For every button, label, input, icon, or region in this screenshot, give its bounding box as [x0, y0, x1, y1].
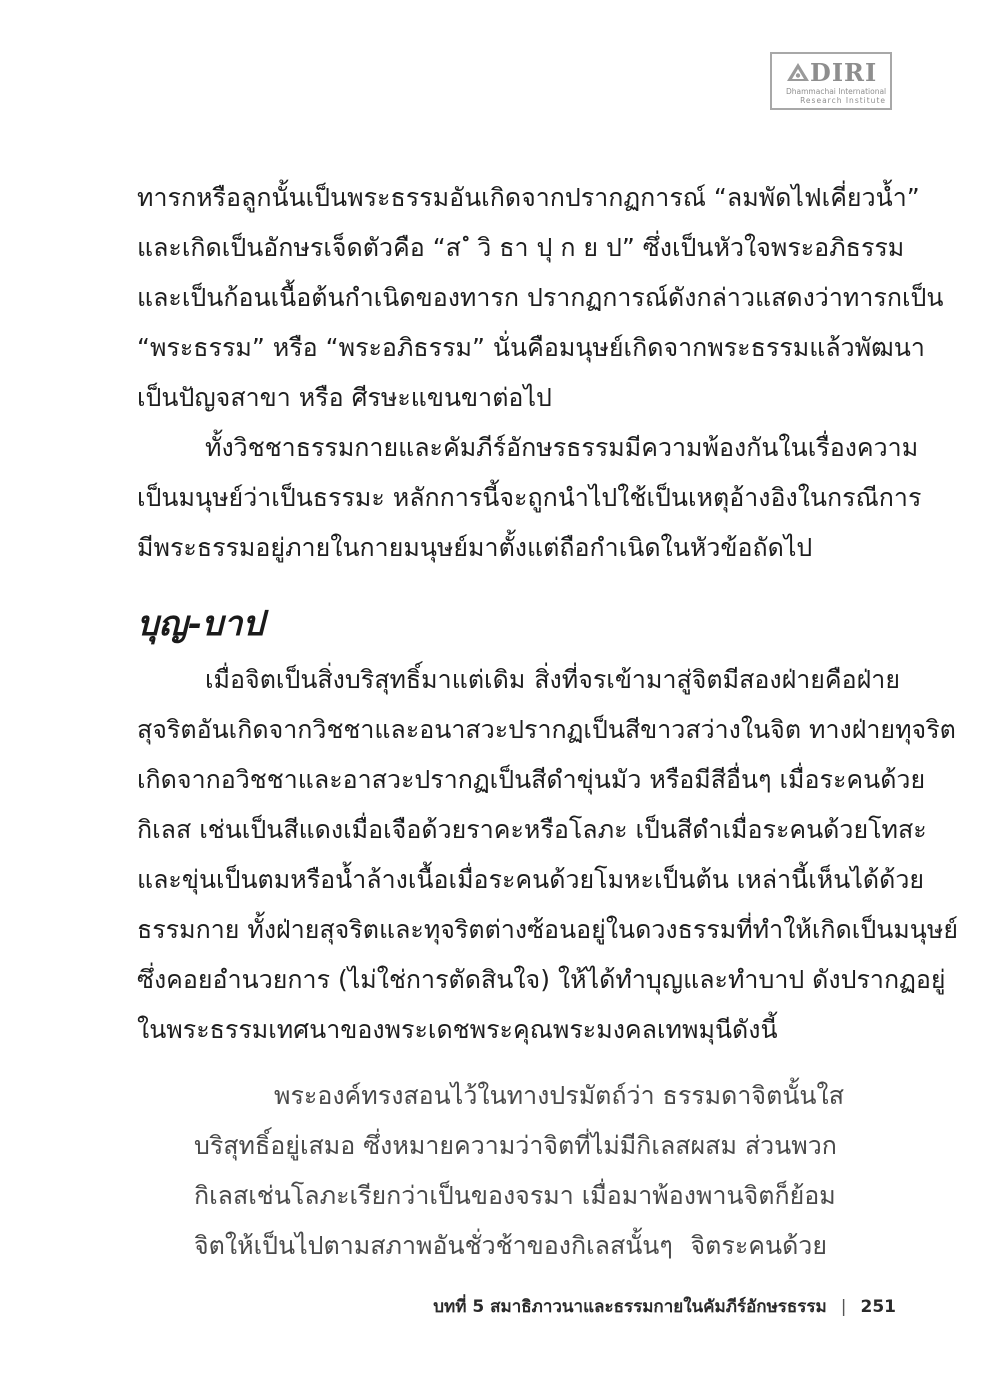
text-line: ซึ่งคอยอำนวยการ (ไม่ใช่การตัดสินใจ) ให้ได้ทำบุญและทำบาป ดังปรากฏอยู่ [137, 965, 946, 994]
text-line: ทารกหรือลูกนั้นเป็นพระธรรมอันเกิดจากปรากฏการณ์ “ลมพัดไฟเคี่ยวน้ำ” [137, 183, 920, 212]
text-line: เมื่อจิตเป็นสิ่งบริสุทธิ์มาแต่เดิม สิ่งที่จรเข้ามาสู่จิตมีสองฝ่ายคือฝ่าย [205, 665, 900, 694]
text-line: และเป็นก้อนเนื้อต้นกำเนิดของทารก ปรากฏการณ์ดังกล่าวแสดงว่าทารกเป็น [137, 283, 944, 312]
text-line: มีพระธรรมอยู่ภายในกายมนุษย์มาตั้งแต่ถือกำเนิดในหัวข้อถัดไป [137, 533, 813, 562]
paragraph-2 [137, 423, 922, 573]
quote-line: บริสุทธิ์อยู่เสมอ ซึ่งหมายความว่าจิตที่ไม่มีกิเลสผสม ส่วนพวก [194, 1131, 837, 1160]
logo-subtitle-line2: Research Institute [800, 96, 886, 105]
text-line: เป็นมนุษย์ว่าเป็นธรรมะ หลักการนี้จะถูกนำไปใช้เป็นเหตุอ้างอิงในกรณีการ [137, 483, 922, 512]
text-line: เกิดจากอวิชชาและอาสวะปรากฏเป็นสีดำขุ่นมัว หรือมีสีอื่นๆ เมื่อระคนด้วย [137, 765, 926, 794]
quote-line: กิเลสเช่นโลภะเรียกว่าเป็นของจรมา เมื่อมาพ้องพานจิตก็ย้อม [194, 1181, 836, 1210]
page-body [137, 173, 958, 1271]
section-heading: บุญ-บาป [137, 604, 264, 644]
quote-line: จิตให้เป็นไปตามสภาพอันชั่วช้าของกิเลสนั้นๆ จิตระคนด้วย [194, 1231, 827, 1260]
logo-subtitle-line1: Dhammachai International [786, 87, 887, 96]
text-line: ทั้งวิชชาธรรมกายและคัมภีร์อักษรธรรมมีความพ้องกันในเรื่องความ [205, 433, 919, 462]
chapter-title: บทที่ 5 สมาธิภาวนาและธรรมกายในคัมภีร์อักษรธรรม [433, 1297, 827, 1317]
page-number: 251 [860, 1297, 896, 1317]
logo-wordmark: DIRI [810, 58, 878, 87]
page-footer [433, 1293, 896, 1320]
text-line: เป็นปัญจสาขา หรือ ศีรษะแขนขาต่อไป [137, 383, 552, 412]
text-line: ในพระธรรมเทศนาของพระเดชพระคุณพระมงคลเทพมุนีดังนี้ [137, 1015, 778, 1044]
footer-separator: | [840, 1297, 847, 1317]
paragraph-1 [137, 173, 944, 423]
diri-logo [770, 52, 892, 110]
paragraph-3 [137, 655, 958, 1055]
block-quote [137, 1071, 844, 1271]
text-line: สุจริตอันเกิดจากวิชชาและอนาสวะปรากฏเป็นสีขาวสว่างในจิต ทางฝ่ายทุจริต [137, 715, 956, 744]
quote-line: พระองค์ทรงสอนไว้ในทางปรมัตถ์ว่า ธรรมดาจิตนั้นใส [274, 1081, 844, 1110]
dhammachai-triangle-icon [786, 62, 810, 82]
text-line: ธรรมกาย ทั้งฝ่ายสุจริตและทุจริตต่างซ้อนอยู่ในดวงธรรมที่ทำให้เกิดเป็นมนุษย์ [137, 915, 958, 944]
text-line: กิเลส เช่นเป็นสีแดงเมื่อเจือด้วยราคะหรือโลภะ เป็นสีดำเมื่อระคนด้วยโทสะ [137, 815, 927, 844]
text-line: และเกิดเป็นอักษรเจ็ดตัวคือ “ส ํ วิ ธา ปุ ก ย ป” ซึ่งเป็นหัวใจพระอภิธรรม [137, 233, 905, 262]
text-line: “พระธรรม” หรือ “พระอภิธรรม” นั่นคือมนุษย์เกิดจากพระธรรมแล้วพัฒนา [137, 333, 925, 362]
text-line: และขุ่นเป็นตมหรือน้ำล้างเนื้อเมื่อระคนด้วยโมหะเป็นต้น เหล่านี้เห็นได้ด้วย [137, 865, 925, 894]
